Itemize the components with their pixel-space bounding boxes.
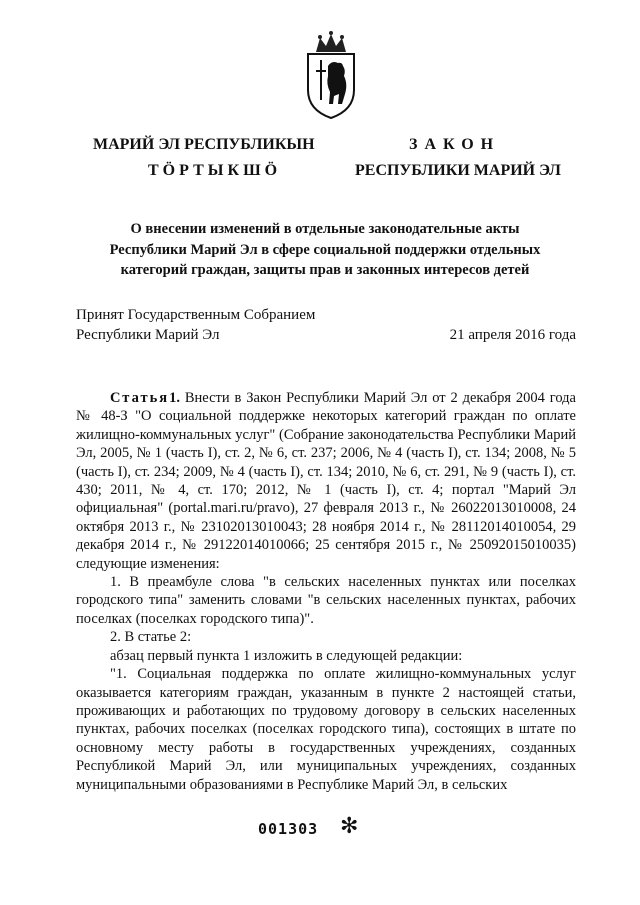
header-right-line2: РЕСПУБЛИКИ МАРИЙ ЭЛ — [355, 162, 561, 179]
coat-of-arms-icon — [296, 30, 366, 120]
star-mark: ✻ — [340, 814, 359, 839]
article-text: Внести в Закон Республики Марий Эл от 2 декабря 2004 года № 48-З "О социальной поддержке некоторых категорий граждан по оплате жилищно-коммунальных услуг" (Собрание законодательства Республики Марий Эл, 2005, № 1 (часть I), ст. 2, № 6, ст. 237; 2006, № 4 (часть I), ст. 134; 2008, № 5 (часть I), ст. 234; 2009, № 4 (часть I), ст. 134; 2010, № 6, ст. 291, № 9 (часть I), ст. 430; 2011, № 4, ст. 170; 2012, № 1 (часть I), ст. 4; портал "Марий Эл официальная" (portal.mari.ru/pravo), 27 февраля 2013 г., № 26022013010008, 24 октября 2013 г., № 23102013010043; 28 ноября 2014 г., № 28112014010054, 29 декабря 2014 г., № 29122014010066; 25 сентября 2015 г., № 25092015010035) следующие изменения: — [76, 390, 576, 572]
adoption-line2: Республики Марий Эл — [76, 327, 220, 343]
document-stamp-number: 001303 — [258, 820, 319, 838]
article-number: 1. — [169, 390, 180, 406]
document-title — [70, 219, 580, 281]
title-line: Республики Марий Эл в сфере социальной поддержки отдельных — [109, 241, 541, 258]
paragraph: "1. Социальная поддержка по оплате жилищно-коммунальных услуг оказывается категориям граждан, указанным в пункте 2 настоящей статьи, проживающих и работающих по трудовому договору в сельских населенных пунктах, рабочих поселках (поселках городского типа), состоящих в штате по основному месту работы в государственных учреждениях, созданных Республикой Марий Эл, или муниципальных учреждениях, созданных муниципальными образованиями в Республике Марий Эл, в сельских — [76, 666, 576, 793]
title-line: категорий граждан, защиты прав и законных интересов детей — [120, 262, 530, 278]
header-right-line1: ЗАКОН — [409, 136, 501, 153]
paragraph: 1. В преамбуле слова "в сельских населенных пунктах или поселках городского типа" заменить словами "в сельских населенных пунктах, рабочих поселках (поселках городского типа)". — [76, 574, 576, 627]
header-left-line1: МАРИЙ ЭЛ РЕСПУБЛИКЫН — [93, 136, 315, 153]
article-heading: Статья — [110, 390, 170, 406]
title-line: О внесении изменений в отдельные законодательные акты — [130, 221, 520, 237]
adoption-date: 21 апреля 2016 года — [449, 327, 576, 343]
article-paragraph — [76, 389, 576, 573]
paragraph: абзац первый пункта 1 изложить в следующей редакции: — [110, 647, 463, 664]
adoption-line1: Принят Государственным Собранием — [76, 307, 316, 323]
document-body — [76, 389, 576, 794]
header-left-line2: ТӦРТЫКШӦ — [148, 162, 282, 179]
adoption-block — [76, 305, 576, 345]
paragraph: 2. В статье 2: — [110, 629, 192, 646]
